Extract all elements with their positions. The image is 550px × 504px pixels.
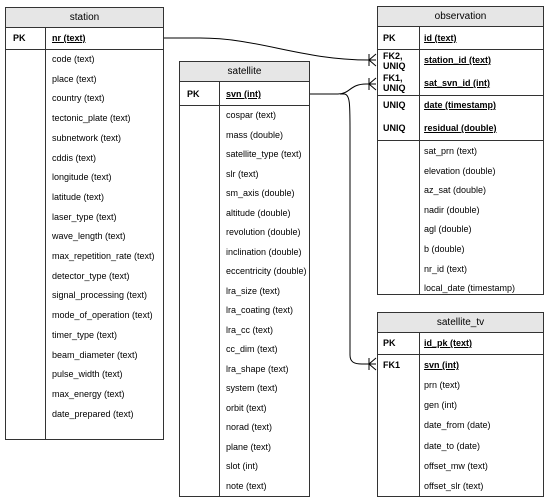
field-item: agl (double)	[424, 224, 472, 235]
field-item: nr_id (text)	[424, 263, 468, 274]
field-item: offset_slr (text)	[424, 481, 484, 491]
pk-field: id_pk (text)	[424, 338, 473, 348]
field-item: gen (int)	[424, 400, 458, 411]
field-item: mass (double)	[226, 129, 284, 140]
fk-label: FK2, UNIQ	[383, 51, 406, 71]
entity-satellite[interactable]	[179, 61, 310, 497]
field-item: sm_axis (double)	[226, 188, 295, 198]
entity-title: station	[6, 8, 163, 28]
field-item: laser_type (text)	[52, 211, 117, 222]
field-item: date_to (date)	[424, 440, 481, 451]
pk-label: PK	[383, 33, 396, 43]
field-item: eccentricity (double)	[226, 266, 307, 276]
fk-field-station-id: station_id (text)	[424, 55, 492, 65]
uniq-label: UNIQ	[383, 100, 406, 110]
field-item: beam_diameter (text)	[52, 349, 138, 360]
pk-label: PK	[13, 33, 26, 43]
pk-field: svn (int)	[226, 89, 261, 99]
field-item: subnetwork (text)	[52, 132, 122, 143]
pk-label: PK	[383, 338, 396, 348]
field-item: local_date (timestamp)	[424, 283, 516, 294]
pk-label: PK	[187, 89, 200, 99]
relation-station-observation	[163, 38, 376, 60]
field-item: sat_prn (text)	[424, 146, 478, 156]
field-item: revolution (double)	[226, 227, 301, 237]
relation-satellite-observation	[309, 84, 376, 94]
fk-label: FK1	[383, 360, 401, 370]
entity-title: satellite_tv	[378, 313, 543, 333]
field-item: b (double)	[424, 244, 465, 254]
fk-field-svn: svn (int)	[424, 360, 459, 370]
fk-field-sat-svn-id: sat_svn_id (int)	[424, 78, 491, 88]
uniq-field-date: date (timestamp)	[424, 100, 497, 110]
uniq-field-residual: residual (double)	[424, 123, 497, 133]
field-item: cc_dim (text)	[226, 344, 278, 354]
field-item: code (text)	[52, 54, 95, 64]
field-item: elevation (double)	[424, 165, 496, 176]
field-item: orbit (text)	[226, 402, 267, 413]
entity-title: satellite	[180, 62, 309, 82]
field-item: lra_coating (text)	[226, 305, 294, 315]
field-item: lra_shape (text)	[226, 363, 289, 374]
field-item: mode_of_operation (text)	[52, 310, 153, 321]
entity-station[interactable]	[5, 7, 164, 440]
field-item: tectonic_plate (text)	[52, 113, 131, 124]
field-item: lra_size (text)	[226, 285, 281, 296]
field-item: max_energy (text)	[52, 388, 125, 399]
field-item: date_prepared (text)	[52, 408, 134, 419]
field-item: lra_cc (text)	[226, 324, 274, 335]
field-item: cddis (text)	[52, 152, 97, 163]
field-item: cospar (text)	[226, 110, 277, 120]
field-item: note (text)	[226, 480, 267, 491]
field-item: offset_mw (text)	[424, 460, 488, 471]
field-item: inclination (double)	[226, 246, 302, 257]
field-item: plane (text)	[226, 441, 272, 452]
field-item: nadir (double)	[424, 204, 480, 215]
field-item: max_repetition_rate (text)	[52, 251, 155, 261]
field-item: wave_length (text)	[52, 231, 126, 242]
field-item: detector_type (text)	[52, 270, 130, 281]
pk-field: id (text)	[424, 33, 457, 43]
field-item: satellite_type (text)	[226, 149, 302, 159]
pk-field: nr (text)	[52, 33, 86, 43]
field-item: norad (text)	[226, 422, 273, 432]
field-item: signal_processing (text)	[52, 290, 148, 301]
field-item: country (text)	[52, 93, 105, 104]
field-item: az_sat (double)	[424, 185, 487, 196]
field-item: latitude (text)	[52, 191, 105, 202]
field-item: pulse_width (text)	[52, 369, 123, 380]
entity-satellite-tv[interactable]	[377, 312, 544, 497]
field-item: slr (text)	[226, 168, 259, 179]
field-item: slot (int)	[226, 461, 259, 471]
field-item: system (text)	[226, 383, 278, 393]
field-item: longitude (text)	[52, 172, 112, 183]
entity-observation[interactable]	[377, 6, 544, 295]
field-item: place (text)	[52, 73, 97, 84]
field-item: prn (text)	[424, 380, 461, 390]
relation-satellite-satellite-tv	[340, 94, 376, 364]
uniq-label: UNIQ	[383, 123, 406, 133]
entity-title: observation	[378, 7, 543, 27]
fk-label: FK1, UNIQ	[383, 73, 406, 93]
field-item: timer_type (text)	[52, 329, 118, 340]
field-item: altitude (double)	[226, 207, 291, 218]
field-item: date_from (date)	[424, 420, 491, 431]
